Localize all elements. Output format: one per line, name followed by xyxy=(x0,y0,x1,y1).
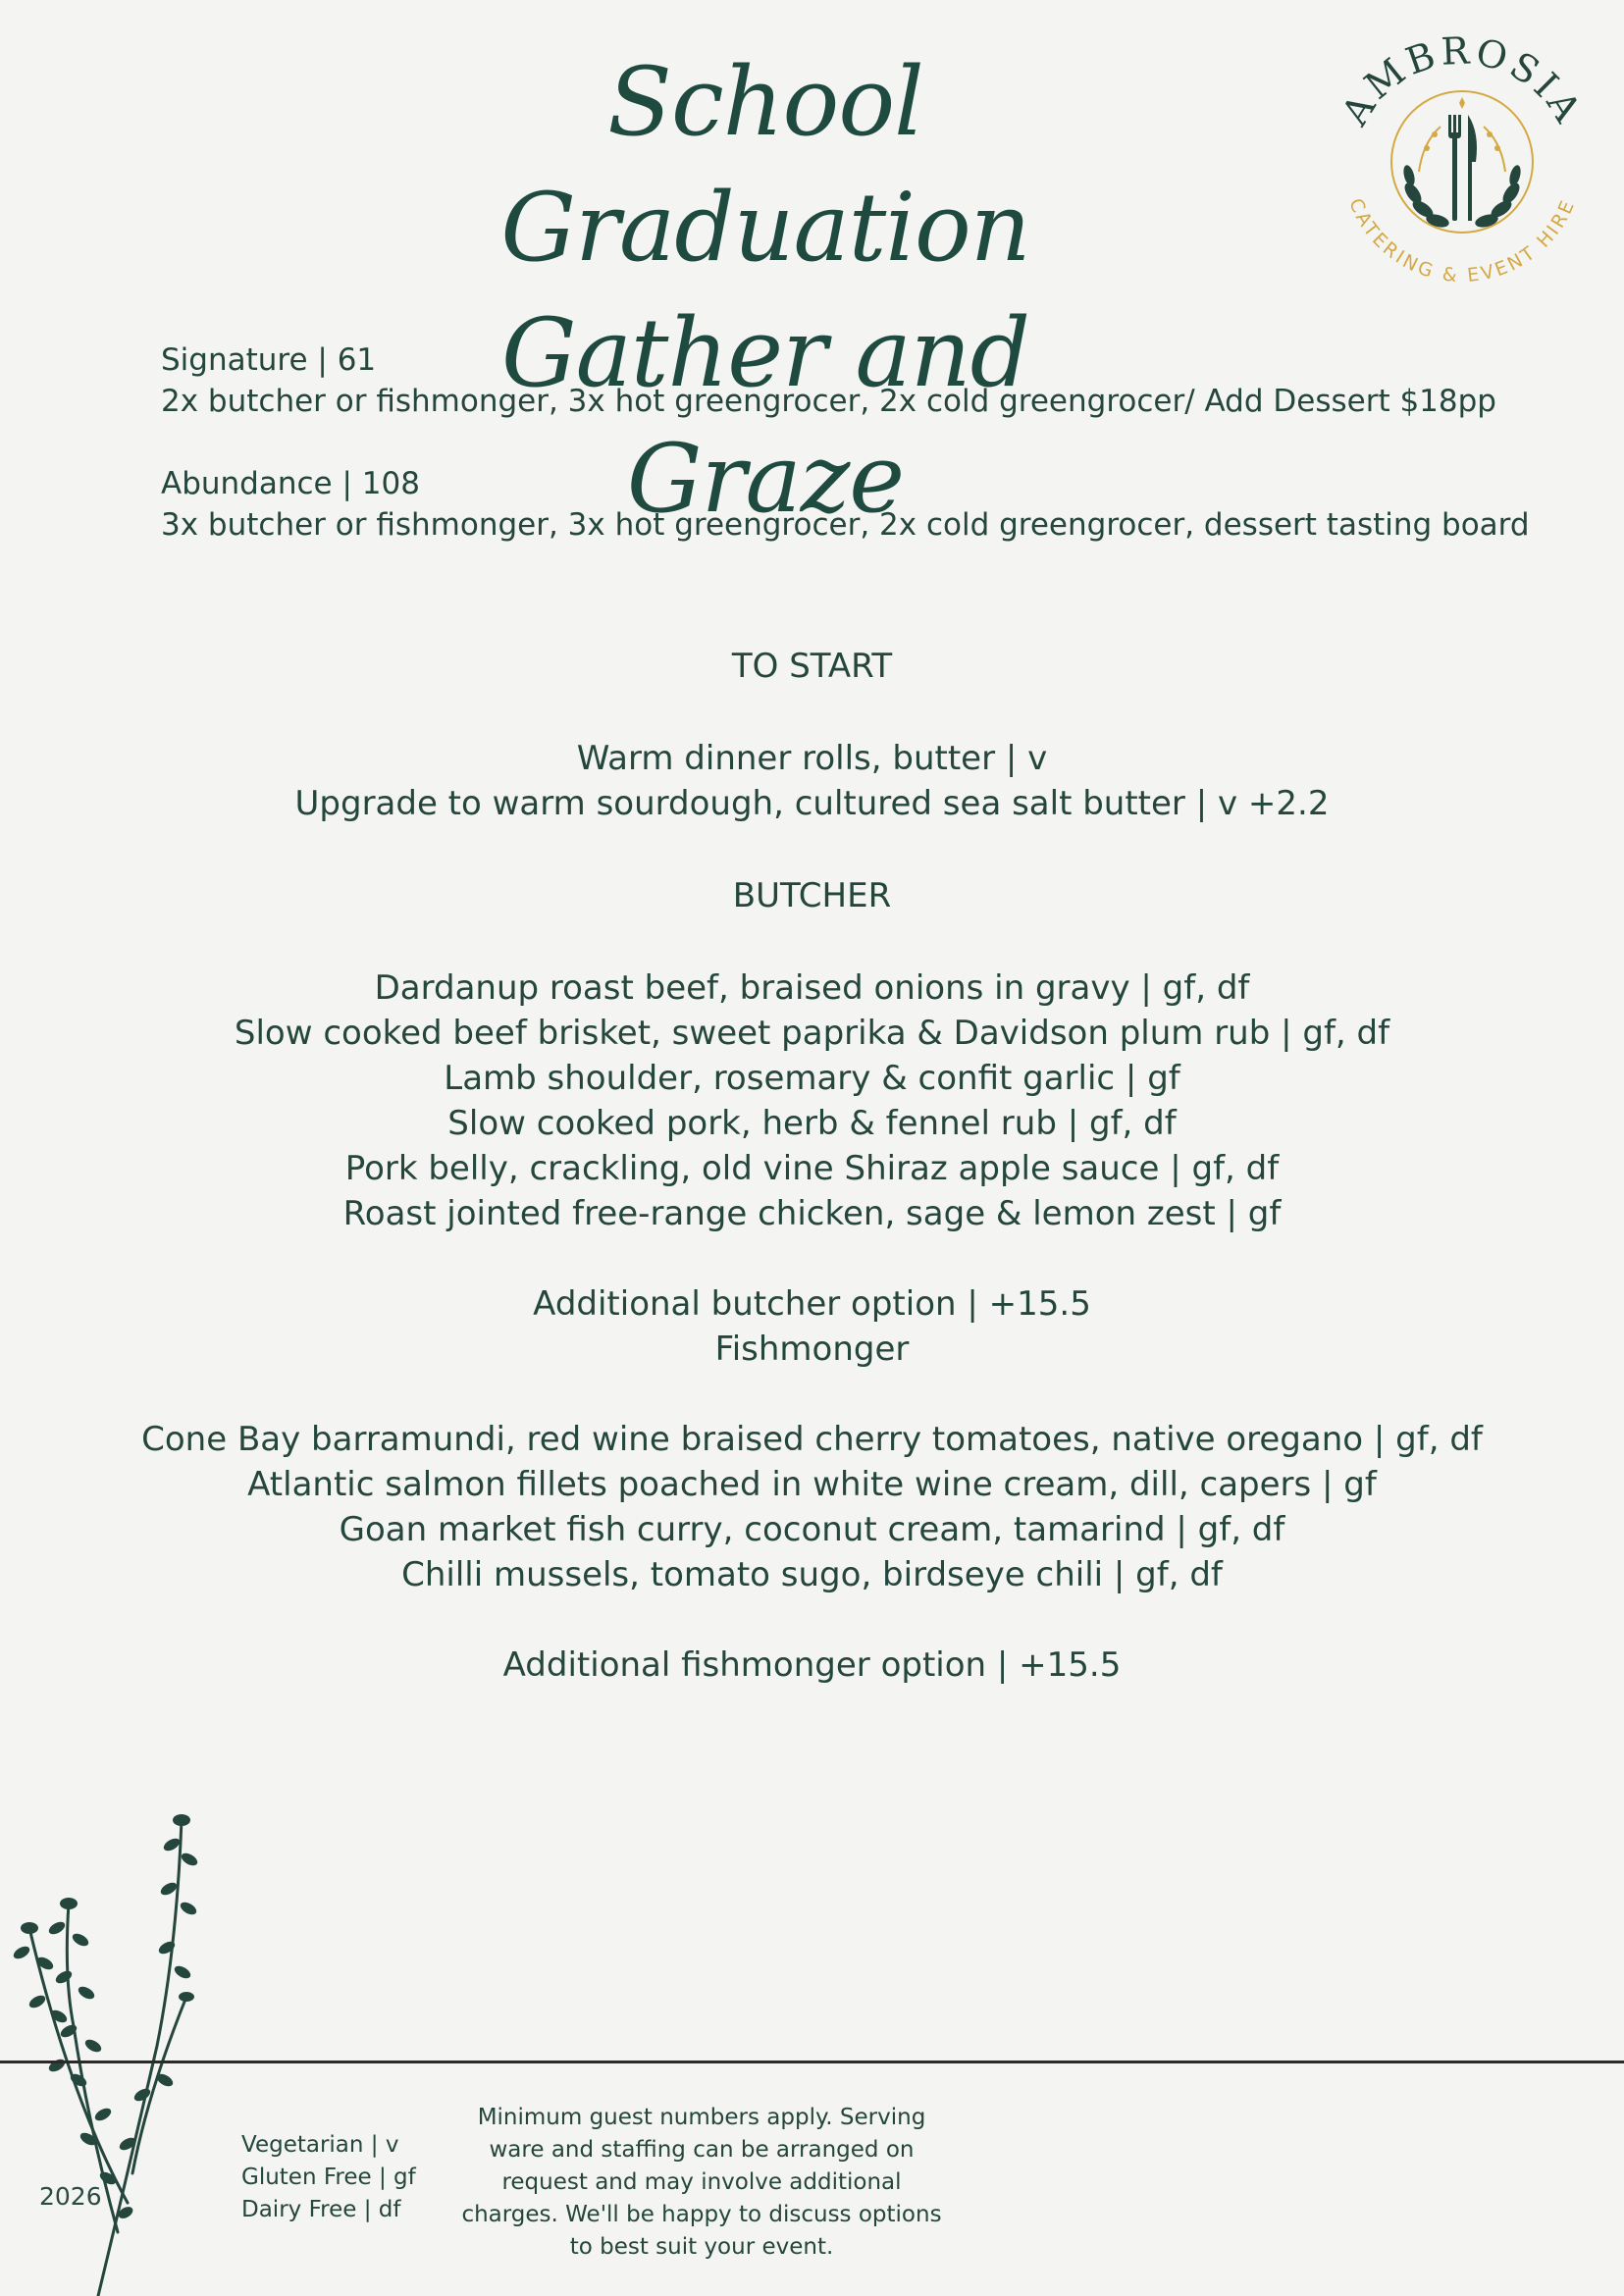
menu-item: Atlantic salmon fillets poached in white wine cream, dill, capers | gf xyxy=(247,1465,1377,1504)
menu-item: Dardanup roast beef, braised onions in gravy | gf, df xyxy=(374,968,1250,1008)
menu-item: Chilli mussels, tomato sugo, birdseye chili | gf, df xyxy=(401,1555,1223,1594)
legend-item: Gluten Free | gf xyxy=(241,2165,416,2190)
section-heading-fishmonger: Fishmonger xyxy=(714,1330,910,1369)
additional-fishmonger-option: Additional fishmonger option | +15.5 xyxy=(502,1645,1122,1685)
year-label: 2026 xyxy=(39,2182,102,2211)
menu-item: Slow cooked pork, herb & fennel rub | gf, df xyxy=(447,1104,1177,1143)
footer-divider xyxy=(0,2061,1624,2063)
ambrosia-logo xyxy=(1325,25,1599,299)
section-heading-butcher: BUTCHER xyxy=(732,876,892,915)
package-description: 3x butcher or fishmonger, 3x hot greengrocer, 2x cold greengrocer, dessert tasting board xyxy=(161,507,1530,543)
section-heading-to-start: TO START xyxy=(731,647,893,686)
menu-item: Upgrade to warm sourdough, cultured sea salt butter | v +2.2 xyxy=(294,784,1330,823)
logo-name: AMBROSIA xyxy=(1333,28,1592,133)
legend-item: Dairy Free | df xyxy=(241,2197,401,2222)
package-list xyxy=(161,339,1530,587)
herb-sprig-icon xyxy=(10,1800,206,2296)
logo-tagline: CATERING & EVENT HIRE xyxy=(1344,195,1580,287)
menu xyxy=(0,644,1624,1688)
menu-item: Pork belly, crackling, old vine Shiraz apple sauce | gf, df xyxy=(344,1149,1280,1188)
package-name: Signature | 61 xyxy=(161,342,377,378)
title-line-1: School Graduation xyxy=(500,47,1030,283)
fork-knife-wreath-icon xyxy=(1401,97,1523,230)
menu-item: Goan market fish curry, coconut cream, tamarind | gf, df xyxy=(339,1510,1285,1549)
menu-item: Lamb shoulder, rosemary & confit garlic | gf xyxy=(444,1059,1180,1098)
package-abundance xyxy=(161,463,1530,546)
legend-item: Vegetarian | v xyxy=(241,2132,399,2158)
menu-item: Roast jointed free-range chicken, sage & lemon zest | gf xyxy=(342,1194,1282,1233)
title-line-2: Gather and Graze xyxy=(500,298,1030,534)
package-name: Abundance | 108 xyxy=(161,466,420,501)
menu-item: Cone Bay barramundi, red wine braised cherry tomatoes, native oregano | gf, df xyxy=(141,1420,1483,1459)
additional-butcher-option: Additional butcher option | +15.5 xyxy=(533,1284,1091,1324)
menu-item: Warm dinner rolls, butter | v xyxy=(576,739,1048,778)
svg-text:CATERING & EVENT HIRE xyxy=(1344,195,1580,287)
package-signature xyxy=(161,339,1530,422)
menu-item: Slow cooked beef brisket, sweet paprika & Davidson plum rub | gf, df xyxy=(234,1014,1390,1053)
svg-text:AMBROSIA xyxy=(1333,28,1592,133)
dietary-legend xyxy=(241,2129,416,2226)
footer-note: Minimum guest numbers apply. Serving ware and staffing can be arranged on request and may involve additional charges. We'll be happy to discuss options to best suit your event. xyxy=(461,2105,942,2260)
package-description: 2x butcher or fishmonger, 3x hot greengrocer, 2x cold greengrocer/ Add Dessert $18pp xyxy=(161,384,1496,419)
